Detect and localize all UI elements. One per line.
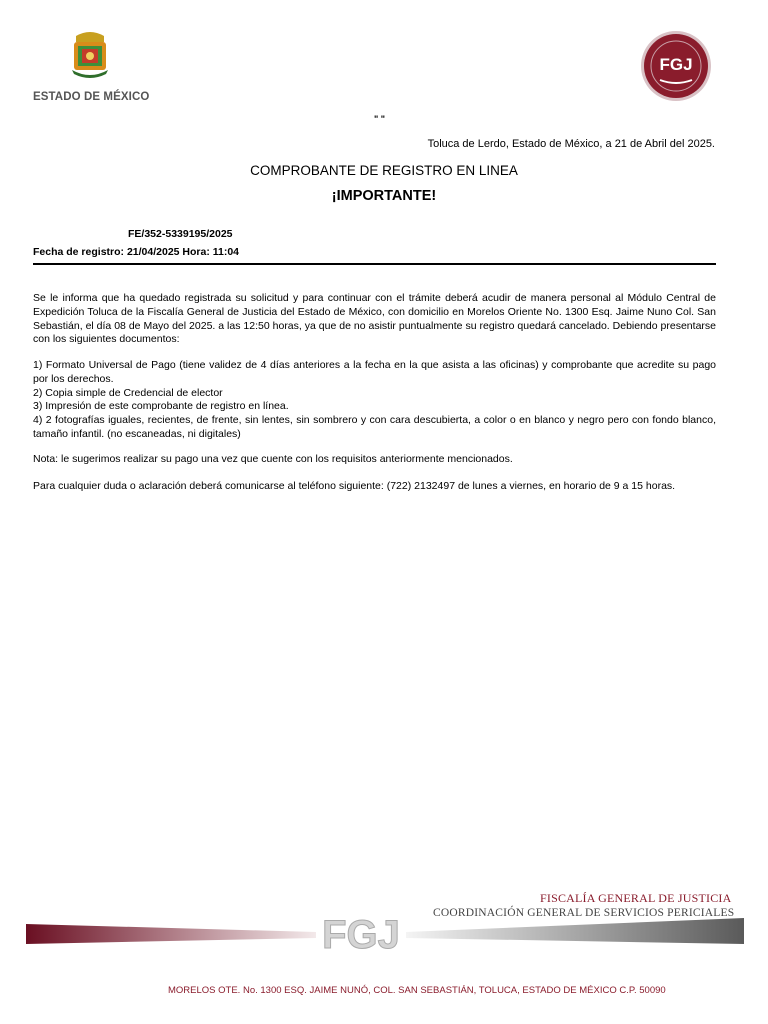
important-heading: ¡IMPORTANTE! (331, 188, 437, 204)
fgj-seal-logo (640, 30, 712, 102)
footer-banner (26, 914, 744, 954)
document-title: COMPROBANTE DE REGISTRO EN LINEA (250, 163, 518, 178)
contact-paragraph: Para cualquier duda o aclaración deberá comunicarse al teléfono siguiente: (722) 2132497 de lunes a viernes, en horario de 9 a 15 horas. (33, 480, 676, 492)
state-name-label: ESTADO DE MÉXICO (33, 91, 150, 103)
folio-number: FE/352-5339195/2025 (128, 228, 233, 240)
footer-fgj-logo-text: FGJ (322, 914, 400, 954)
place-and-date: Toluca de Lerdo, Estado de México, a 21 de Abril del 2025. (427, 138, 715, 150)
footer-institution-title: FISCALÍA GENERAL DE JUSTICIA (540, 891, 732, 905)
footer-institution-subtitle: COORDINACIÓN GENERAL DE SERVICIOS PERICIALES (433, 907, 735, 919)
payment-note: Nota: le sugerimos realizar su pago una vez que cuente con los requisitos anteriormente mencionados. (33, 453, 513, 465)
seal-initials: FGJ (659, 55, 693, 74)
intro-paragraph: Se le informa que ha quedado registrada su solicitud y para continuar con el trámite deberá acudir de manera personal al Módulo Central de Expedición Toluca de la Fiscalía General de Justicia del Estado de México, con domicilio en Morelos Oriente No. 1300 Esq. Jaime Nuno Col. San Sebastián, el día 08 de Mayo del 2025. a las 12:50 horas, ya que de no asistir puntualmente su registro quedará cancelado. Debiendo presentarse con los siguientes documentos: (33, 292, 716, 346)
requirement-item: 1) Formato Universal de Pago (tiene validez de 4 días anteriores a la fecha en la que asista a las oficinas) y comprobante que acredite su pago por los derechos. (33, 359, 716, 385)
header-divider (33, 263, 716, 265)
footer-address: MORELOS OTE. No. 1300 ESQ. JAIME NUNÓ, COL. SAN SEBASTIÁN, TOLUCA, ESTADO DE MÉXICO C.P. 50090 (168, 985, 666, 996)
requirement-item: 3) Impresión de este comprobante de registro en línea. (33, 400, 289, 413)
requirements-list (33, 359, 716, 442)
requirement-item: 4) 2 fotografías iguales, recientes, de frente, sin lentes, sin sombrero y con cara descubierta, a color o en blanco y negro pero con fondo blanco, tamaño infantil. (no escaneadas, ni digitales) (33, 414, 716, 440)
state-coat-of-arms-logo (66, 28, 114, 78)
registration-date-time: Fecha de registro: 21/04/2025 Hora: 11:04 (33, 246, 240, 258)
quote-marks: " " (374, 114, 386, 124)
requirement-item: 2) Copia simple de Credencial de elector (33, 386, 223, 399)
